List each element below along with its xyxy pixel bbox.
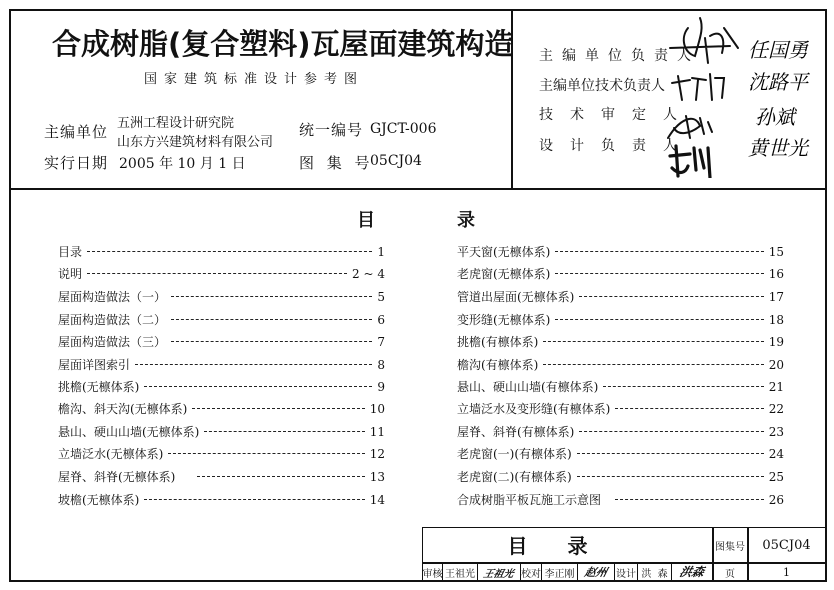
- toc-item[interactable]: [457, 333, 784, 351]
- leader-dots: [135, 364, 372, 365]
- leader-dots: [168, 453, 364, 454]
- header-divider: [9, 188, 825, 190]
- toc-item-title: 合成树脂平板瓦施工示意图: [457, 493, 602, 507]
- sig-role-chief-tech: [539, 75, 667, 95]
- leader-dots: [87, 251, 372, 252]
- toc-item-page: 11: [369, 425, 385, 439]
- signature-name-2: 沈路平: [748, 70, 808, 94]
- toc-item[interactable]: [58, 468, 385, 486]
- toc-item-title: 挑檐(无檩体系): [58, 380, 140, 394]
- leader-dots: [615, 408, 763, 409]
- review-label: 审核: [422, 568, 443, 580]
- toc-item[interactable]: [457, 265, 784, 283]
- toc-item-page: 24: [768, 447, 784, 461]
- title-block-atlas-label: 图集号: [715, 541, 745, 553]
- toc-item-page: 26: [768, 493, 784, 507]
- toc-item-title: 目录: [58, 245, 83, 259]
- leader-dots: [555, 319, 763, 320]
- sig-role-design-lead: [539, 135, 694, 155]
- toc-item[interactable]: [58, 378, 385, 396]
- effective-date: 2005 年 10 月 1 日: [119, 156, 246, 172]
- leader-dots: [555, 273, 763, 274]
- toc-item[interactable]: [58, 288, 385, 306]
- toc-item[interactable]: [58, 445, 385, 463]
- leader-dots: [577, 476, 764, 477]
- leader-dots: [555, 251, 763, 252]
- toc-item-page: 15: [768, 245, 784, 259]
- sig-role-text: 设计负责人: [539, 138, 694, 154]
- review-name: 王祖光: [445, 568, 475, 580]
- title-block-page-no: 1: [783, 565, 790, 579]
- signature-name-1: 任国勇: [748, 38, 808, 62]
- atlas-no-label: 图 集 号: [299, 154, 374, 172]
- toc-heading-right: 录: [457, 210, 475, 231]
- toc-item-page: 17: [768, 290, 784, 304]
- leader-dots: [615, 499, 764, 500]
- leader-dots: [204, 431, 364, 432]
- toc-item-page: 7: [377, 335, 385, 349]
- leader-dots: [579, 431, 763, 432]
- toc-item[interactable]: [457, 468, 784, 486]
- leader-dots: [192, 408, 364, 409]
- sig-role-text: 技术审定人: [539, 107, 694, 123]
- leader-dots: [171, 296, 372, 297]
- leader-dots: [543, 341, 763, 342]
- leader-dots: [197, 476, 364, 477]
- document-title: 合成树脂(复合塑料)瓦屋面建筑构造: [52, 27, 514, 61]
- toc-item-title: 屋面构造做法（二）: [58, 313, 167, 327]
- title-block-title: 目录: [507, 534, 628, 558]
- design-label: 设计: [616, 568, 636, 580]
- toc-item-title: 坡檐(无檩体系): [58, 493, 140, 507]
- leader-dots: [144, 499, 364, 500]
- leader-dots: [171, 319, 372, 320]
- toc-item-title: 屋脊、斜脊(有檩体系): [457, 425, 575, 439]
- sig-role-text: 主编单位负责人: [539, 48, 700, 64]
- review-signature: 王祖光: [482, 568, 515, 580]
- toc-item-title: 变形缝(无檩体系): [457, 313, 551, 327]
- unified-code: GJCT-006: [370, 121, 437, 137]
- toc-item-title: 平天窗(无檩体系): [457, 245, 551, 259]
- toc-item[interactable]: [58, 243, 385, 261]
- toc-item-page: 16: [768, 267, 784, 281]
- toc-item-title: 立墙泛水(无檩体系): [58, 447, 164, 461]
- editor-unit-label: 主编单位: [44, 123, 109, 141]
- toc-item[interactable]: [58, 356, 385, 374]
- title-block-atlas-no: 05CJ04: [762, 537, 811, 553]
- toc-item[interactable]: [58, 491, 385, 509]
- toc-item-title: 说明: [58, 267, 83, 281]
- proof-signature: 赵州: [583, 566, 609, 579]
- toc-item[interactable]: [58, 311, 385, 329]
- effective-date-label: 实行日期: [44, 154, 109, 172]
- toc-item-page: 12: [369, 447, 385, 461]
- toc-item-title: 立墙泛水及变形缝(有檩体系): [457, 402, 611, 416]
- unified-code-label: 统一编号: [299, 121, 364, 139]
- toc-item[interactable]: [457, 423, 784, 441]
- leader-dots: [577, 453, 764, 454]
- toc-item[interactable]: [457, 400, 784, 418]
- toc-item-page: 10: [369, 402, 385, 416]
- signature-name-4: 黄世光: [748, 136, 808, 160]
- toc-item[interactable]: [457, 445, 784, 463]
- toc-item[interactable]: [457, 288, 784, 306]
- leader-dots: [543, 364, 763, 365]
- proof-name: 李正刚: [544, 568, 575, 580]
- toc-item-title: 檐沟、斜天沟(无檩体系): [58, 402, 188, 416]
- atlas-no: 05CJ04: [370, 153, 422, 169]
- toc-item-page: 9: [377, 380, 385, 394]
- toc-item-page: 5: [377, 290, 385, 304]
- toc-item[interactable]: [58, 423, 385, 441]
- toc-item-title: 老虎窗(无檩体系): [457, 267, 551, 281]
- design-name: 洪 森: [641, 568, 668, 580]
- toc-item-title: 屋脊、斜脊(无檩体系): [58, 470, 176, 484]
- title-block-page-label: 页: [725, 568, 735, 580]
- toc-item-page: 21: [768, 380, 784, 394]
- toc-item-page: 2 ~ 4: [352, 267, 385, 281]
- toc-item-page: 18: [768, 313, 784, 327]
- leader-dots: [579, 296, 763, 297]
- design-signature: 洪森: [678, 565, 706, 579]
- toc-item-page: 13: [369, 470, 385, 484]
- toc-item-page: 6: [377, 313, 385, 327]
- leader-dots: [87, 273, 347, 274]
- toc-item-title: 屋面构造做法（一）: [58, 290, 167, 304]
- sig-role-chief-unit: [539, 45, 700, 65]
- toc-item[interactable]: [58, 333, 385, 351]
- toc-item-title: 挑檐(有檩体系): [457, 335, 539, 349]
- toc-item-page: 8: [377, 358, 385, 372]
- toc-item[interactable]: [457, 311, 784, 329]
- toc-item-title: 悬山、硬山山墙(有檩体系): [457, 380, 599, 394]
- toc-item-page: 25: [768, 470, 784, 484]
- toc-item-title: 屋面构造做法（三）: [58, 335, 167, 349]
- sig-role-text: 主编单位技术负责人: [539, 78, 665, 94]
- toc-item[interactable]: [457, 356, 784, 374]
- toc-heading-left: 目: [357, 210, 375, 231]
- toc-item-title: 管道出屋面(无檩体系): [457, 290, 575, 304]
- toc-item-title: 老虎窗(二)(有檩体系): [457, 470, 572, 484]
- toc-item-title: 老虎窗(一)(有檩体系): [457, 447, 572, 461]
- toc-item-title: 悬山、硬山山墙(无檩体系): [58, 425, 200, 439]
- toc-item[interactable]: [457, 378, 784, 396]
- document-subtitle: 国家建筑标准设计参考图: [144, 72, 365, 87]
- toc-item-page: 20: [768, 358, 784, 372]
- toc-item[interactable]: [457, 243, 784, 261]
- toc-item-page: 14: [369, 493, 385, 507]
- toc-item-page: 22: [768, 402, 784, 416]
- toc-item[interactable]: [58, 265, 385, 283]
- editor-unit-2: 山东方兴建筑材料有限公司: [117, 135, 274, 150]
- toc-item-title: 屋面详图索引: [58, 358, 131, 372]
- signature-name-3: 孙斌: [755, 105, 795, 129]
- toc-item-page: 19: [768, 335, 784, 349]
- toc-item-page: 23: [768, 425, 784, 439]
- proof-label: 校对: [521, 568, 541, 580]
- sig-role-tech-review: [539, 104, 694, 124]
- handwritten-signatures-icon: [660, 8, 750, 178]
- leader-dots: [144, 386, 372, 387]
- toc-item-page: 1: [377, 245, 385, 259]
- toc-item-title: 檐沟(有檩体系): [457, 358, 539, 372]
- leader-dots: [171, 341, 372, 342]
- editor-unit-1: 五洲工程设计研究院: [117, 116, 235, 131]
- toc-item[interactable]: [457, 491, 784, 509]
- toc-item[interactable]: [58, 400, 385, 418]
- leader-dots: [603, 386, 763, 387]
